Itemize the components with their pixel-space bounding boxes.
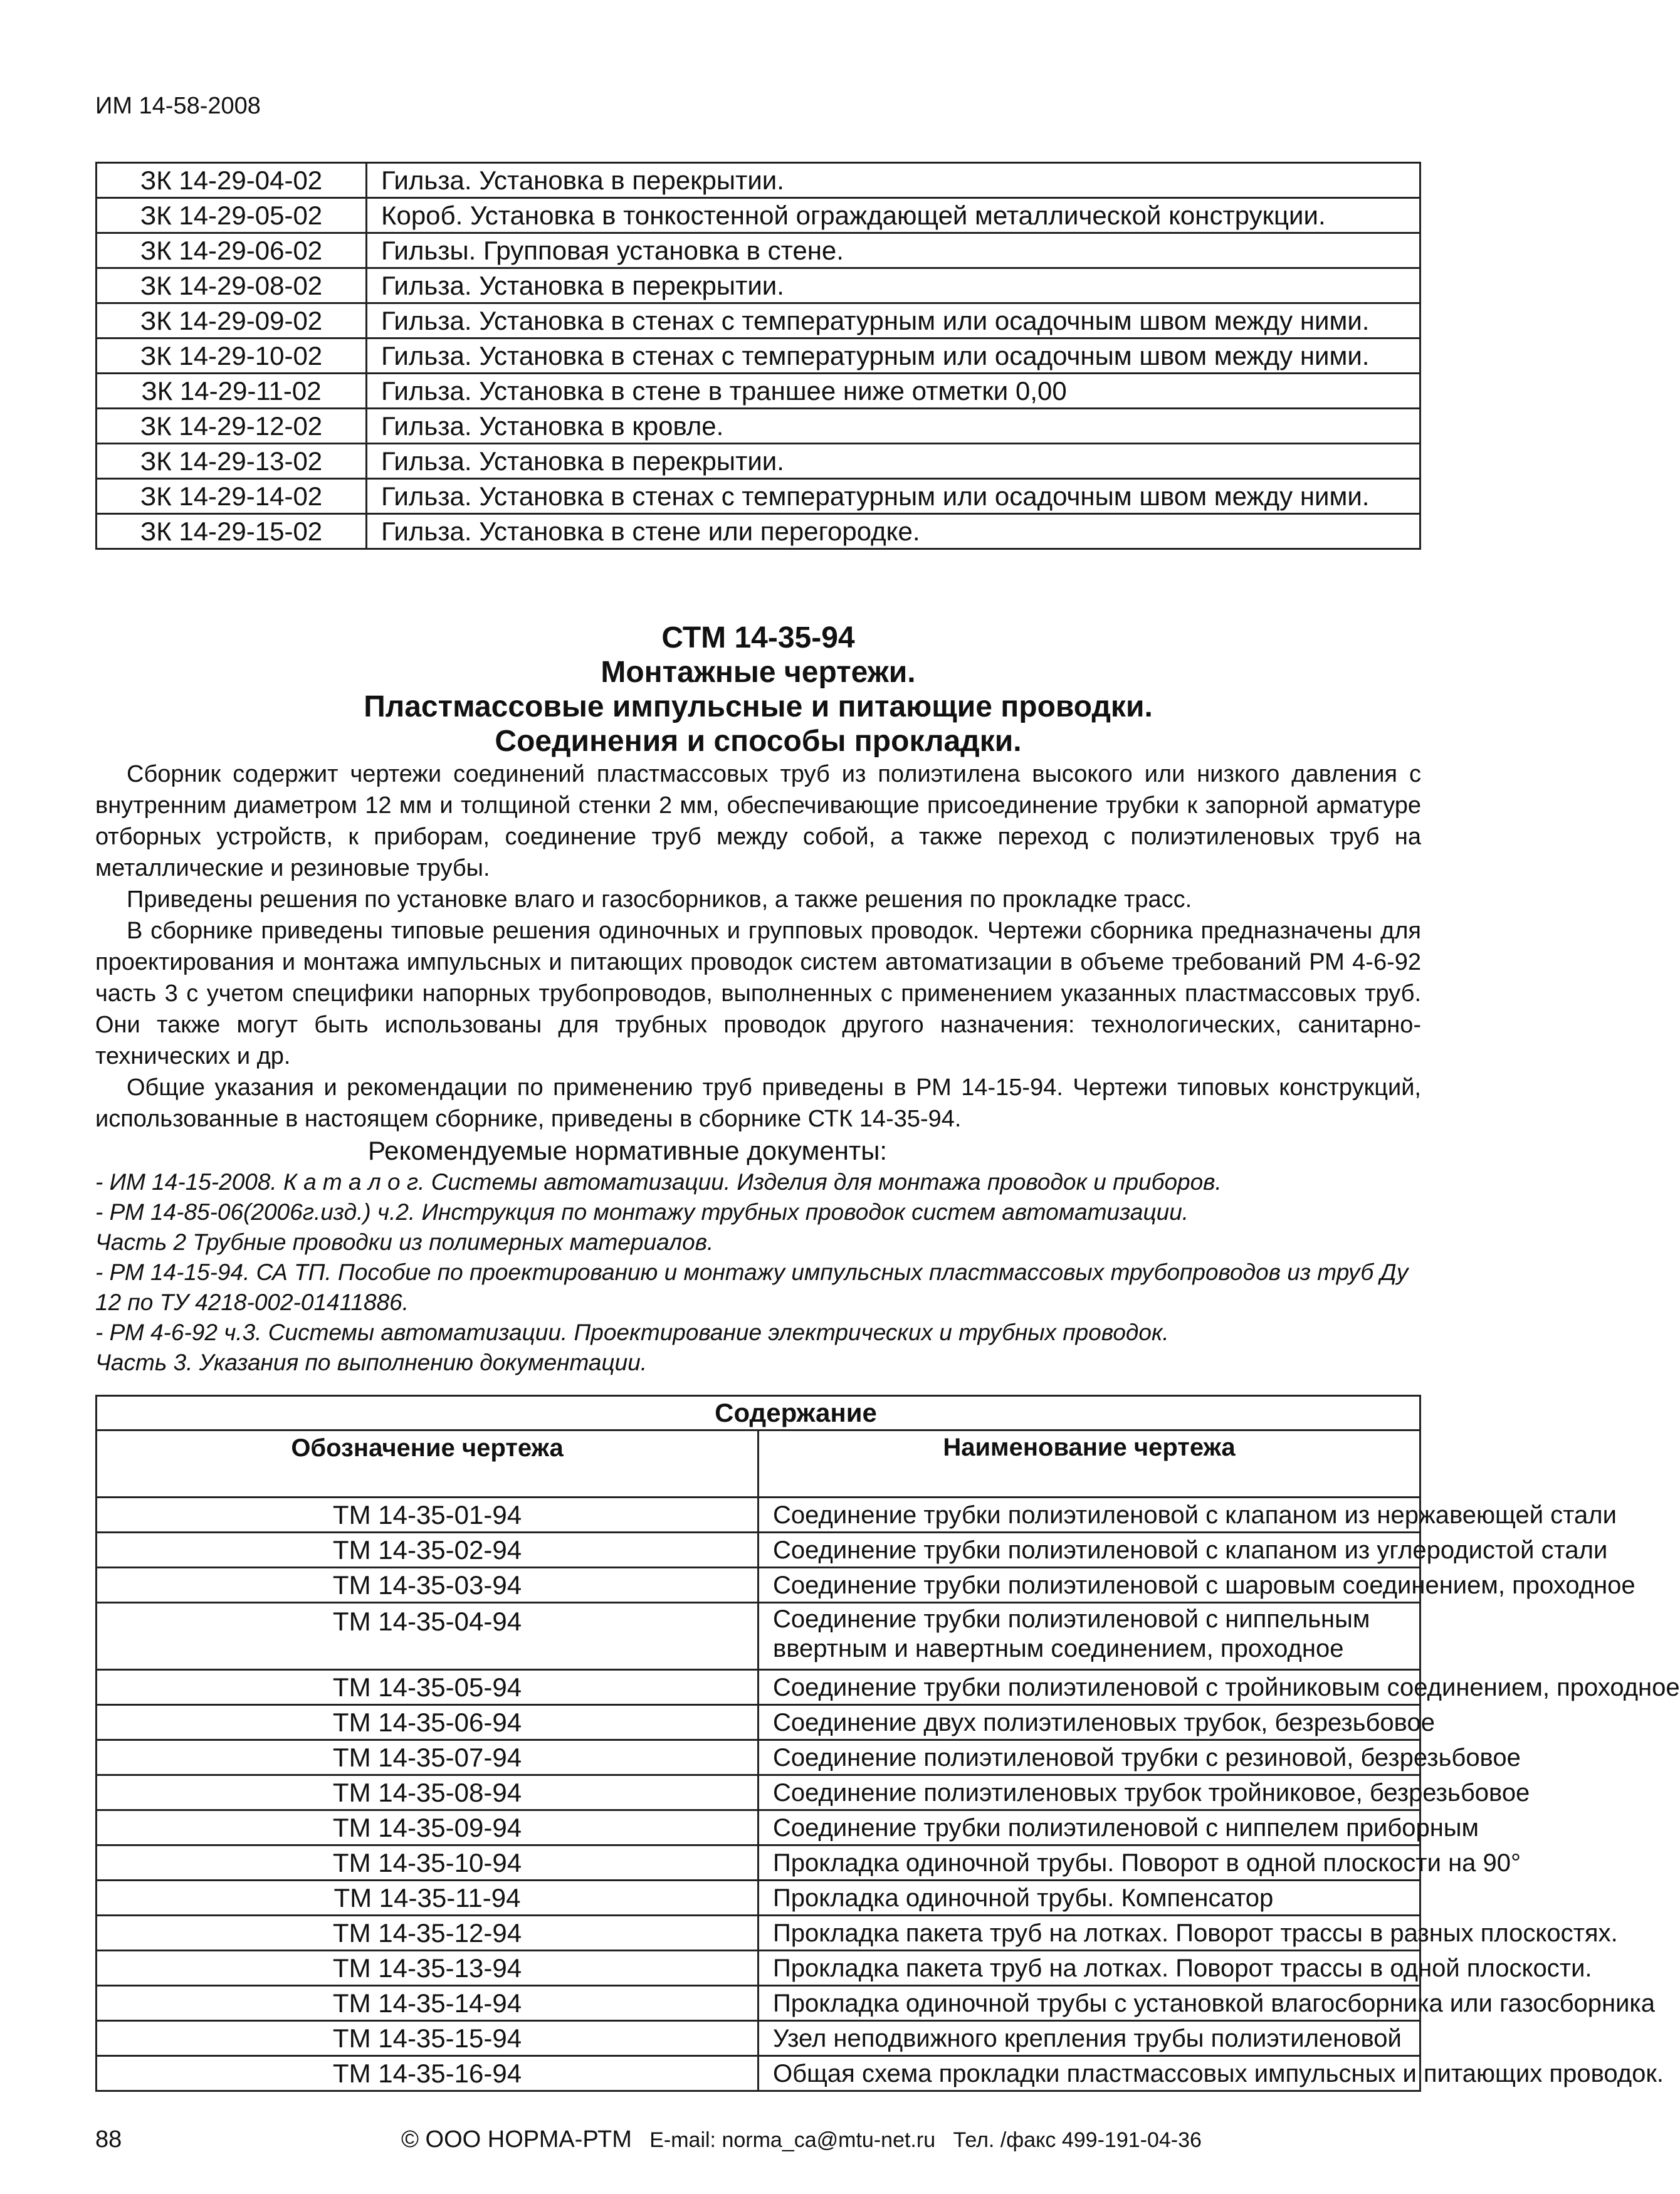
body-paragraph: Сборник содержит чертежи соединений пластмассовых труб из полиэтилена высокого или низкого давления с внутренним диаметром 12 мм и толщиной стенки 2 мм, обеспечивающие присоединение трубки к запорной арматуре отборных устройств, к приборам, соединение труб между собой, а также переход с полиэтиленовых труб на металлические и резиновые трубы. xyxy=(95,761,1421,881)
copyright-text: © ООО НОРМА-РТМ xyxy=(401,2126,632,2153)
table-row xyxy=(97,1986,1420,2021)
drawing-code: ЗК 14-29-14-02 xyxy=(97,479,367,514)
table-row xyxy=(97,374,1420,409)
table-row xyxy=(97,1705,1420,1740)
collection-section xyxy=(95,621,1421,1378)
drawing-code: ТМ 14-35-11-94 xyxy=(97,1881,759,1916)
collection-title-line: Соединения и способы прокладки. xyxy=(495,725,1022,758)
drawing-name: Соединение трубки полиэтиленовой с клапаном из углеродистой стали xyxy=(759,1533,1420,1568)
column-header-code: Обозначение чертежа xyxy=(97,1430,759,1498)
drawing-name: Соединение полиэтиленовой трубки с резиновой, безрезьбовое xyxy=(759,1740,1420,1775)
drawing-code: ЗК 14-29-09-02 xyxy=(97,303,367,339)
contents-header-row xyxy=(97,1430,1420,1498)
table-row xyxy=(97,233,1420,268)
table-row xyxy=(97,1810,1420,1845)
table-row xyxy=(97,444,1420,479)
drawing-description: Гильза. Установка в кровле. xyxy=(367,409,1420,444)
recommended-docs-title: Рекомендуемые нормативные документы: xyxy=(368,1136,888,1165)
drawing-code: ТМ 14-35-06-94 xyxy=(97,1705,759,1740)
drawing-code: ЗК 14-29-10-02 xyxy=(97,339,367,374)
drawing-description: Гильзы. Групповая установка в стене. xyxy=(367,233,1420,268)
table-row xyxy=(97,479,1420,514)
drawing-name: Соединение трубки полиэтиленовой с тройниковым соединением, проходное xyxy=(759,1670,1420,1705)
drawing-code: ТМ 14-35-02-94 xyxy=(97,1533,759,1568)
drawing-code: ТМ 14-35-14-94 xyxy=(97,1986,759,2021)
drawing-code: ЗК 14-29-08-02 xyxy=(97,268,367,303)
table-row xyxy=(97,1740,1420,1775)
table-row xyxy=(97,268,1420,303)
reference-table xyxy=(95,162,1421,550)
page-number: 88 xyxy=(95,2126,122,2153)
drawing-name: Соединение трубки полиэтиленовой с ниппелем приборным xyxy=(759,1810,1420,1845)
collection-title-line: Монтажные чертежи. xyxy=(601,656,916,689)
table-row xyxy=(97,163,1420,198)
drawing-code: ЗК 14-29-12-02 xyxy=(97,409,367,444)
table-row xyxy=(97,1845,1420,1881)
drawing-code: ТМ 14-35-10-94 xyxy=(97,1845,759,1881)
drawing-code: ТМ 14-35-01-94 xyxy=(97,1498,759,1533)
drawing-code: ТМ 14-35-13-94 xyxy=(97,1951,759,1986)
reference-table-body xyxy=(97,163,1420,549)
drawing-description: Короб. Установка в тонкостенной ограждающей металлической конструкции. xyxy=(367,198,1420,233)
drawing-code: ЗК 14-29-04-02 xyxy=(97,163,367,198)
page-footer xyxy=(401,2126,1202,2153)
drawing-name: Соединение трубки полиэтиленовой с клапаном из нержавеющей стали xyxy=(759,1498,1420,1533)
table-row xyxy=(97,2021,1420,2056)
table-row xyxy=(97,1670,1420,1705)
email-text: E-mail: norma_ca@mtu-net.ru xyxy=(649,2128,936,2152)
reference-line: Часть 2 Трубные проводки из полимерных материалов. xyxy=(95,1229,714,1255)
table-row xyxy=(97,1951,1420,1986)
contents-table-head xyxy=(97,1396,1420,1498)
drawing-code: ТМ 14-35-08-94 xyxy=(97,1775,759,1810)
table-row xyxy=(97,409,1420,444)
table-row xyxy=(97,339,1420,374)
drawing-description: Гильза. Установка в перекрытии. xyxy=(367,163,1420,198)
contents-caption: Содержание xyxy=(97,1396,1420,1430)
drawing-code: ЗК 14-29-06-02 xyxy=(97,233,367,268)
table-row xyxy=(97,198,1420,233)
drawing-name: Соединение двух полиэтиленовых трубок, безрезьбовое xyxy=(759,1705,1420,1740)
table-row xyxy=(97,1533,1420,1568)
collection-title-line: Пластмассовые импульсные и питающие проводки. xyxy=(364,690,1153,723)
drawing-name: Узел неподвижного крепления трубы полиэтиленовой xyxy=(759,2021,1420,2056)
contents-caption-row xyxy=(97,1396,1420,1430)
drawing-code: ТМ 14-35-05-94 xyxy=(97,1670,759,1705)
body-paragraph: Общие указания и рекомендации по применению труб приведены в РМ 14-15-94. Чертежи типовых конструкций, использованные в настоящем сборнике, приведены в сборнике СТК 14-35-94. xyxy=(95,1074,1421,1132)
drawing-description: Гильза. Установка в перекрытии. xyxy=(367,444,1420,479)
table-row xyxy=(97,1568,1420,1603)
drawing-description: Гильза. Установка в стенах с температурным или осадочным швом между ними. xyxy=(367,303,1420,339)
drawing-code: ТМ 14-35-07-94 xyxy=(97,1740,759,1775)
table-row xyxy=(97,1603,1420,1670)
table-row xyxy=(97,1881,1420,1916)
table-row xyxy=(97,1498,1420,1533)
body-paragraph: В сборнике приведены типовые решения одиночных и групповых проводок. Чертежи сборника предназначены для проектирования и монтажа импульсных и питающих проводок систем автоматизации в объеме требований РМ 4-6-92 часть 3 с учетом специфики напорных трубопроводов, выполненных с применением указанных пластмассовых труб. Они также могут быть использованы для трубных проводок другого назначения: технологических, санитарно-технических и др. xyxy=(95,918,1421,1069)
reference-line: - РМ 14-15-94. СА ТП. Пособие по проектированию и монтажу импульсных пластмассовых трубопроводов из труб Ду 12 по ТУ 4218-002-01411886. xyxy=(95,1259,1409,1315)
table-row xyxy=(97,303,1420,339)
drawing-description: Гильза. Установка в перекрытии. xyxy=(367,268,1420,303)
body-paragraph: Приведены решения по установке влаго и газосборников, а также решения по прокладке трасс. xyxy=(127,886,1192,913)
drawing-description: Гильза. Установка в стене в траншее ниже отметки 0,00 xyxy=(367,374,1420,409)
drawing-code: ЗК 14-29-11-02 xyxy=(97,374,367,409)
drawing-code: ЗК 14-29-15-02 xyxy=(97,514,367,549)
reference-line: - ИМ 14-15-2008. К а т а л о г. Системы автоматизации. Изделия для монтажа проводок и приборов. xyxy=(95,1169,1222,1195)
contents-table-body xyxy=(97,1498,1680,2091)
table-row xyxy=(97,1775,1420,1810)
drawing-code: ТМ 14-35-15-94 xyxy=(97,2021,759,2056)
reference-line: - РМ 14-85-06(2006г.изд.) ч.2. Инструкция по монтажу трубных проводок систем автоматизации. xyxy=(95,1199,1189,1225)
drawing-code: ТМ 14-35-04-94 xyxy=(97,1603,759,1670)
reference-line: - РМ 4-6-92 ч.3. Системы автоматизации. Проектирование электрических и трубных проводок. xyxy=(95,1320,1169,1345)
table-row xyxy=(97,2056,1420,2091)
drawing-name: Прокладка одиночной трубы. Компенсатор xyxy=(759,1881,1420,1916)
drawing-name: Прокладка пакета труб на лотках. Поворот трассы в разных плоскостях. xyxy=(759,1916,1420,1951)
column-header-name: Наименование чертежа xyxy=(759,1430,1420,1498)
contents-table xyxy=(95,1395,1680,2092)
drawing-name: Соединение полиэтиленовых трубок тройниковое, безрезьбовое xyxy=(759,1775,1420,1810)
reference-line: Часть 3. Указания по выполнению документации. xyxy=(95,1350,648,1375)
drawing-code: ЗК 14-29-05-02 xyxy=(97,198,367,233)
drawing-name: Соединение трубки полиэтиленовой с шаровым соединением, проходное xyxy=(759,1568,1420,1603)
drawing-code: ТМ 14-35-03-94 xyxy=(97,1568,759,1603)
drawing-name: Общая схема прокладки пластмассовых импульсных и питающих проводок. xyxy=(759,2056,1420,2091)
drawing-description: Гильза. Установка в стенах с температурным или осадочным швом между ними. xyxy=(367,339,1420,374)
drawing-name: Прокладка одиночной трубы с установкой влагосборника или газосборника xyxy=(759,1986,1420,2021)
drawing-code: ЗК 14-29-13-02 xyxy=(97,444,367,479)
drawing-name: Прокладка одиночной трубы. Поворот в одной плоскости на 90° xyxy=(759,1845,1420,1881)
drawing-code: ТМ 14-35-12-94 xyxy=(97,1916,759,1951)
drawing-name: Прокладка пакета труб на лотках. Поворот трассы в одной плоскости. xyxy=(759,1951,1420,1986)
drawing-description: Гильза. Установка в стене или перегородке. xyxy=(367,514,1420,549)
table-row xyxy=(97,1916,1420,1951)
drawing-code: ТМ 14-35-09-94 xyxy=(97,1810,759,1845)
drawing-description: Гильза. Установка в стенах с температурным или осадочным швом между ними. xyxy=(367,479,1420,514)
table-row xyxy=(97,514,1420,549)
document-code: ИМ 14-58-2008 xyxy=(95,93,261,119)
drawing-name: Соединение трубки полиэтиленовой с ниппельным ввертным и навертным соединением, проходное xyxy=(759,1603,1420,1670)
collection-code-title: СТМ 14-35-94 xyxy=(661,621,855,654)
phone-text: Тел. /факс 499-191-04-36 xyxy=(953,2128,1202,2152)
drawing-code: ТМ 14-35-16-94 xyxy=(97,2056,759,2091)
